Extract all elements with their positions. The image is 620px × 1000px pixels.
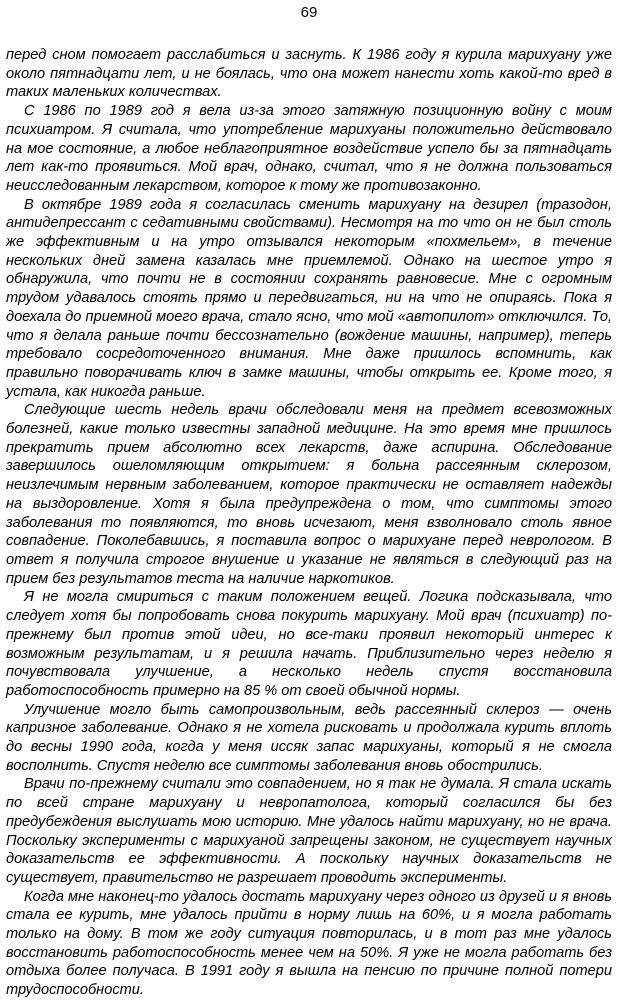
paragraph: Врачи по-прежнему считали это совпадением, но я так не думала. Я стала искать по всей стране марихуану и невропатолога, который согласился бы без предубеждения выслушать мою историю. Мне удалось найти марихуану, но не врача. Поскольку эксперименты с марихуаной запрещены законом, не существует научных доказательств ее эффективности. А поскольку научных доказательств не существует, правительство не разрешает проводить эксперименты.: [6, 776, 612, 886]
paragraph: перед сном помогает расслабиться и заснуть. К 1986 году я курила марихуану уже около пятнадцати лет, и не боялась, что она может нанести хоть какой-то вред в таких маленьких количествах.: [6, 47, 612, 101]
paragraph: В октябре 1989 года я согласилась сменить марихуану на дезирел (тразодон, антидепрессант с седативными свойствами). Несмотря на то что он не был столь же эффективным и на утро отзывался некоторым «похмельем», в течение нескольких дней замена казалась мне приемлемой. Однако на шестое утро я обнаружила, что почти не в состоянии сохранять равновесие. Мне с огромным трудом удавалось стоять прямо и передвигаться, ни на что не опираясь. Пока я доехала до приемной моего врача, стало ясно, что мой «автопилот» отключился. То, что я делала раньше почти бессознательно (вождение машины, например), теперь требовало сосредоточенного внимания. Мне даже пришлось вспомнить, как правильно поворачивать ключ в замке машины, чтобы открыть ее. Кроме того, я устала, как никогда раньше.: [6, 196, 612, 400]
paragraph: Я не могла смириться с таким положением вещей. Логика подсказывала, что следует хотя бы попробовать снова покурить марихуану. Мой врач (психиатр) по-прежнему был против этой идеи, но все-таки проявил некоторый интерес к возможным результатам, и я решила начать. Приблизительно через неделю я почувствовала улучшение, а несколько недель спустя восстановила работоспособность примерно на 85 % от своей обычной нормы.: [6, 589, 612, 699]
page-number: 69: [300, 4, 318, 21]
paragraph: Улучшение могло быть самопроизвольным, ведь рассеянный склероз — очень капризное заболевание. Однако я не хотела рисковать и продолжала курить вплоть до весны 1990 года, когда у меня иссяк запас марихуаны, который я не смогла восполнить. Спустя неделю все симптомы заболевания вновь обострились.: [6, 701, 612, 774]
paragraph: С 1986 по 1989 год я вела из-за этого затяжную позиционную войну с моим психиатром. Я считала, что употребление марихуаны положительно действовало на мое состояние, а любое неблагоприятное воздействие успело бы за пятнадцать лет как-то проявиться. Мой врач, однако, считал, что я не должна пользоваться неисследованным лекарством, которое к тому же противозаконно.: [6, 103, 612, 194]
paragraph: Следующие шесть недель врачи обследовали меня на предмет всевозможных болезней, какие только известны западной медицине. На это время мне пришлось прекратить прием абсолютно всех лекарств, даже аспирина. Обследование завершилось ошеломляющим открытием: я больна рассеянным склерозом, неизлечимым нервным заболеванием, которое практически не оставляет надежды на выздоровление. Хотя я была предупреждена о том, что симптомы этого заболевания то появляются, то вновь исчезают, меня взволновало столь явное совпадение. Поколебавшись, я поставила вопрос о марихуане перед неврологом. В ответ я получила строгое внушение и указание не являться в следующий раз на прием без результатов теста на наличие наркотиков.: [6, 402, 612, 587]
body-text: [6, 46, 612, 1000]
paragraph: Когда мне наконец-то удалось достать марихуану через одного из друзей и я вновь стала ее курить, мне удалось прийти в норму лишь на 60%, и я могла работать только на дому. В том же году ситуация повторилась, и в тот раз мне удалось восстановить работоспособность менее чем на 50%. Я уже не могла работать без отдыха более получаса. В 1991 году я вышла на пенсию по причине полной потери трудоспособности.: [6, 888, 612, 999]
